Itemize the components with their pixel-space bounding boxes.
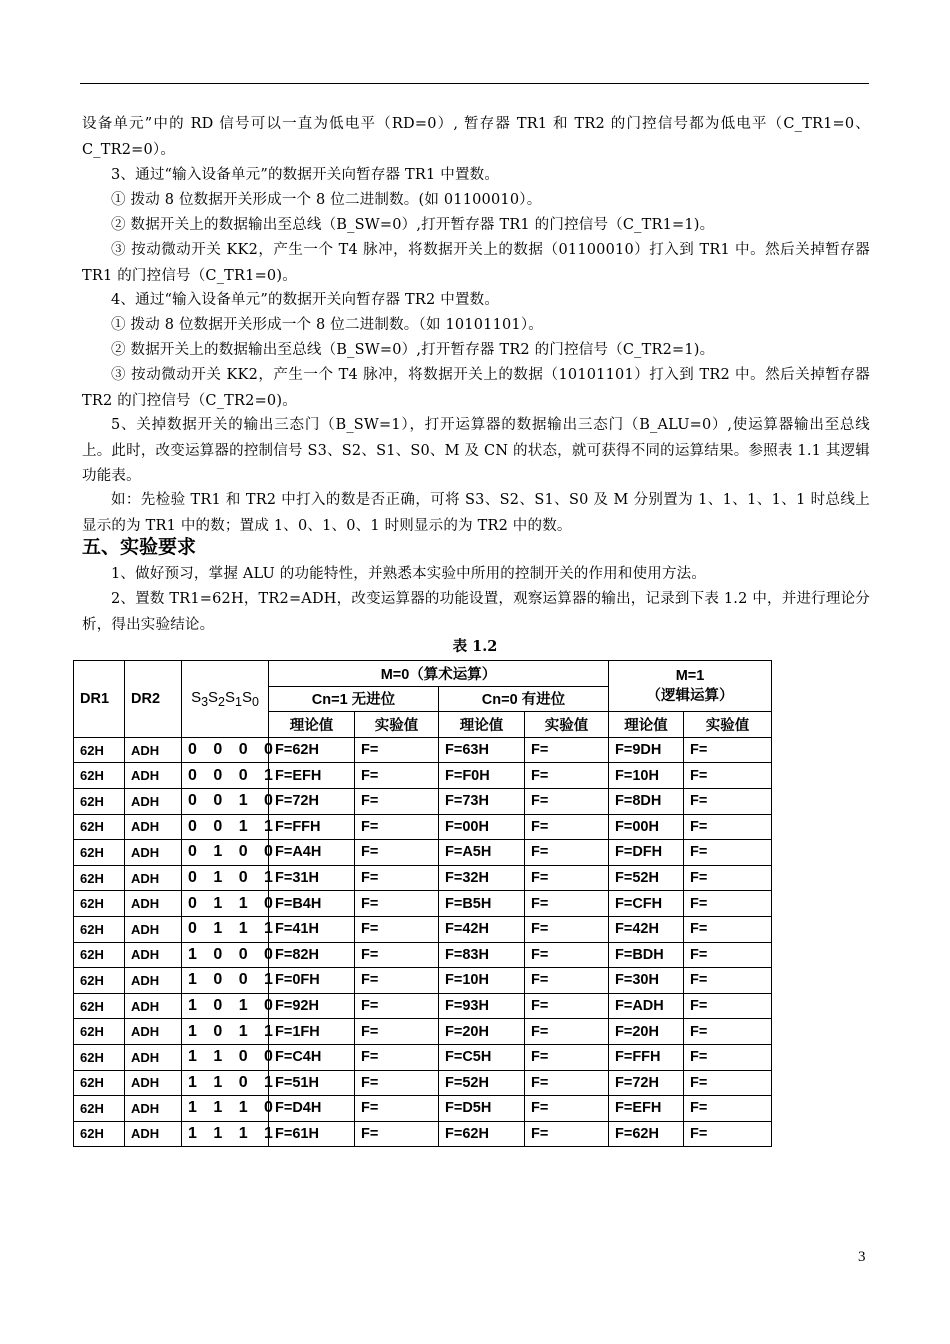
table-cell: F= — [525, 993, 609, 1019]
table-cell: 62H — [74, 891, 125, 917]
table-cell: 62H — [74, 993, 125, 1019]
table-cell: F= — [355, 788, 439, 814]
header-m0: M=0（算术运算） — [269, 661, 609, 687]
header-dr1: DR1 — [74, 661, 125, 738]
table-cell: F=62H — [439, 1121, 525, 1147]
table-cell: F=EFH — [269, 763, 355, 789]
table-cell: F= — [355, 1121, 439, 1147]
table-cell: ADH — [125, 993, 182, 1019]
table-cell: F= — [684, 1121, 772, 1147]
table-cell: F= — [684, 840, 772, 866]
table-cell: F= — [355, 865, 439, 891]
table-cell: F=32H — [439, 865, 525, 891]
requirement-2: 2、置数 TR1=62H，TR2=ADH，改变运算器的功能设置，观察运算器的输出，记录到下表 1.2 中，并进行理论分析，得出实验结论。 — [82, 591, 870, 633]
table-row — [74, 737, 772, 763]
table-cell: F=C4H — [269, 1044, 355, 1070]
table-cell: 0 1 1 1 — [182, 916, 269, 942]
table-cell: F= — [684, 865, 772, 891]
step-4-item-2: ② 数据开关上的数据输出至总线（B_SW=0）,打开暂存器 TR2 的门控信号（C_TR2=1)。 — [111, 342, 715, 358]
table-cell: 62H — [74, 1096, 125, 1122]
table-cell: F=20H — [609, 1019, 684, 1045]
table-cell: F= — [684, 1070, 772, 1096]
step-3-item-3: ③ 按动微动开关 KK2，产生一个 T4 脉冲，将数据开关上的数据（01100010）打入到 TR1 中。然后关掉暂存器 TR1 的门控信号（C_TR1=0)。 — [82, 242, 870, 284]
table-cell: F= — [355, 1096, 439, 1122]
table-cell: F= — [355, 814, 439, 840]
table-row — [74, 993, 772, 1019]
header-m1: M=1 （逻辑运算） — [609, 661, 772, 712]
table-cell: F=41H — [269, 916, 355, 942]
step-4-heading: 4、通过“输入设备单元”的数据开关向暂存器 TR2 中置数。 — [111, 292, 500, 308]
table-row — [74, 1044, 772, 1070]
table-cell: F= — [525, 1121, 609, 1147]
table-cell: F=00H — [609, 814, 684, 840]
table-cell: 62H — [74, 865, 125, 891]
table-cell: F= — [525, 788, 609, 814]
table-cell: F= — [525, 968, 609, 994]
table-cell: F= — [684, 1019, 772, 1045]
table-row — [74, 788, 772, 814]
table-cell: 1 1 1 0 — [182, 1096, 269, 1122]
example-paragraph: 如：先检验 TR1 和 TR2 中打入的数是否正确，可将 S3、S2、S1、S0 及 M 分别置为 1、1、1、1、1 时总线上显示的为 TR1 中的数；置成 1、0、1、0、1 时则显示的为 TR2 中的数。 — [82, 492, 870, 534]
page-number: 3 — [858, 1249, 866, 1265]
table-row — [74, 891, 772, 917]
table-cell: F= — [355, 1019, 439, 1045]
table-cell: F= — [684, 737, 772, 763]
table-cell: F=9DH — [609, 737, 684, 763]
table-cell: F=BDH — [609, 942, 684, 968]
table-cell: F= — [684, 1096, 772, 1122]
table-cell: ADH — [125, 1044, 182, 1070]
header-theory: 理论值 — [439, 712, 525, 738]
table-cell: 0 0 1 0 — [182, 788, 269, 814]
requirement-1: 1、做好预习，掌握 ALU 的功能特性，并熟悉本实验中所用的控制开关的作用和使用方法。 — [111, 566, 707, 582]
table-cell: F=FFH — [269, 814, 355, 840]
table-cell: F= — [525, 916, 609, 942]
table-cell: F=63H — [439, 737, 525, 763]
table-cell: F=42H — [439, 916, 525, 942]
table-cell: F= — [355, 891, 439, 917]
table-cell: F=B4H — [269, 891, 355, 917]
table-cell: F= — [684, 788, 772, 814]
table-cell: F=62H — [609, 1121, 684, 1147]
table-cell: F=D4H — [269, 1096, 355, 1122]
table-cell: F=C5H — [439, 1044, 525, 1070]
header-experiment: 实验值 — [684, 712, 772, 738]
section-title: 五、实验要求 — [82, 536, 197, 558]
table-cell: F=42H — [609, 916, 684, 942]
table-row — [74, 1070, 772, 1096]
table-cell: F=F0H — [439, 763, 525, 789]
table-cell: 62H — [74, 1070, 125, 1096]
table-cell: ADH — [125, 788, 182, 814]
table-cell: F=52H — [439, 1070, 525, 1096]
table-cell: 1 1 0 1 — [182, 1070, 269, 1096]
table-cell: ADH — [125, 891, 182, 917]
table-cell: ADH — [125, 1096, 182, 1122]
header-experiment: 实验值 — [525, 712, 609, 738]
table-row — [74, 1096, 772, 1122]
table-cell: F= — [684, 814, 772, 840]
table-cell: F=72H — [609, 1070, 684, 1096]
table-cell: F=62H — [269, 737, 355, 763]
table-cell: F=FFH — [609, 1044, 684, 1070]
table-cell: 1 1 1 1 — [182, 1121, 269, 1147]
table-cell: F= — [525, 1070, 609, 1096]
table-cell: 0 0 0 1 — [182, 763, 269, 789]
table-cell: F=93H — [439, 993, 525, 1019]
table-cell: 0 1 0 0 — [182, 840, 269, 866]
table-cell: F= — [355, 840, 439, 866]
table-cell: ADH — [125, 840, 182, 866]
table-cell: F= — [525, 840, 609, 866]
table-cell: ADH — [125, 1070, 182, 1096]
table-cell: ADH — [125, 814, 182, 840]
table-cell: F=00H — [439, 814, 525, 840]
table-cell: F=CFH — [609, 891, 684, 917]
table-cell: 1 0 0 1 — [182, 968, 269, 994]
table-cell: F= — [525, 891, 609, 917]
table-cell: F=DFH — [609, 840, 684, 866]
table-row — [74, 865, 772, 891]
header-theory: 理论值 — [269, 712, 355, 738]
table-cell: ADH — [125, 1121, 182, 1147]
table-cell: F=20H — [439, 1019, 525, 1045]
results-table — [73, 660, 772, 1147]
header-theory: 理论值 — [609, 712, 684, 738]
table-cell: F= — [684, 993, 772, 1019]
step-4-item-1: ① 拨动 8 位数据开关形成一个 8 位二进制数。（如 10101101）。 — [111, 317, 544, 333]
table-cell: 62H — [74, 1044, 125, 1070]
table-cell: F=D5H — [439, 1096, 525, 1122]
paragraph-continuation: 设备单元”中的 RD 信号可以一直为低电平（RD=0）, 暂存器 TR1 和 TR2 的门控信号都为低电平（C_TR1=0、C_TR2=0）。 — [82, 116, 870, 158]
table-cell: F= — [355, 942, 439, 968]
table-cell: F= — [525, 1019, 609, 1045]
table-cell: 62H — [74, 1019, 125, 1045]
table-row — [74, 1121, 772, 1147]
table-row — [74, 763, 772, 789]
step-3-item-2: ② 数据开关上的数据输出至总线（B_SW=0）,打开暂存器 TR1 的门控信号（C_TR1=1)。 — [111, 217, 715, 233]
table-row — [74, 916, 772, 942]
step-3-heading: 3、通过“输入设备单元”的数据开关向暂存器 TR1 中置数。 — [111, 167, 500, 183]
table-cell: F= — [355, 968, 439, 994]
table-row — [74, 942, 772, 968]
table-cell: 62H — [74, 968, 125, 994]
table-cell: F=10H — [609, 763, 684, 789]
table-cell: 0 1 1 0 — [182, 891, 269, 917]
table-cell: F=B5H — [439, 891, 525, 917]
table-cell: ADH — [125, 942, 182, 968]
table-row — [74, 840, 772, 866]
header-dr2: DR2 — [125, 661, 182, 738]
table-caption: 表 1.2 — [452, 638, 498, 655]
table-cell: F=83H — [439, 942, 525, 968]
table-cell: F=61H — [269, 1121, 355, 1147]
table-cell: F= — [355, 993, 439, 1019]
table-cell: F=EFH — [609, 1096, 684, 1122]
table-cell: F= — [525, 1096, 609, 1122]
table-cell: 62H — [74, 788, 125, 814]
table-cell: F=31H — [269, 865, 355, 891]
step-5-paragraph: 5、关掉数据开关的输出三态门（B_SW=1），打开运算器的数据输出三态门（B_ALU=0）,使运算器输出至总线上。此时，改变运算器的控制信号 S3、S2、S1、S0、M 及 CN 的状态，就可获得不同的运算结果。参照表 1.1 其逻辑功能表。 — [82, 417, 870, 484]
header-cn0: Cn=0 有进位 — [439, 686, 609, 712]
table-cell: ADH — [125, 1019, 182, 1045]
table-cell: F= — [525, 865, 609, 891]
table-cell: F= — [684, 916, 772, 942]
table-cell: F= — [355, 763, 439, 789]
table-row — [74, 814, 772, 840]
table-cell: 62H — [74, 942, 125, 968]
table-cell: 0 1 0 1 — [182, 865, 269, 891]
table-row — [74, 968, 772, 994]
table-cell: F= — [355, 916, 439, 942]
header-cn1: Cn=1 无进位 — [269, 686, 439, 712]
table-cell: 62H — [74, 763, 125, 789]
table-cell: F= — [525, 814, 609, 840]
table-cell: 0 0 0 0 — [182, 737, 269, 763]
table-cell: F=51H — [269, 1070, 355, 1096]
table-cell: F= — [684, 891, 772, 917]
table-cell: 1 0 1 0 — [182, 993, 269, 1019]
table-cell: F=0FH — [269, 968, 355, 994]
table-cell: F=A5H — [439, 840, 525, 866]
table-cell: 0 0 1 1 — [182, 814, 269, 840]
table-cell: ADH — [125, 865, 182, 891]
table-cell: F=30H — [609, 968, 684, 994]
table-cell: 62H — [74, 1121, 125, 1147]
table-cell: F=10H — [439, 968, 525, 994]
table-cell: F=92H — [269, 993, 355, 1019]
table-cell: ADH — [125, 737, 182, 763]
table-cell: F= — [355, 1044, 439, 1070]
table-cell: F= — [355, 1070, 439, 1096]
step-3-item-1: ① 拨动 8 位数据开关形成一个 8 位二进制数。(如 01100010）。 — [111, 192, 542, 208]
table-cell: 1 0 0 0 — [182, 942, 269, 968]
table-cell: F=1FH — [269, 1019, 355, 1045]
table-cell: ADH — [125, 968, 182, 994]
table-cell: F=72H — [269, 788, 355, 814]
table-row — [74, 1019, 772, 1045]
table-cell: F= — [684, 968, 772, 994]
step-4-item-3: ③ 按动微动开关 KK2，产生一个 T4 脉冲，将数据开关上的数据（10101101）打入到 TR2 中。然后关掉暂存器 TR2 的门控信号（C_TR2=0)。 — [82, 367, 870, 409]
table-cell: ADH — [125, 763, 182, 789]
table-cell: 62H — [74, 840, 125, 866]
table-cell: 62H — [74, 814, 125, 840]
table-cell: F=73H — [439, 788, 525, 814]
table-cell: F=ADH — [609, 993, 684, 1019]
table-cell: 1 1 0 0 — [182, 1044, 269, 1070]
table-cell: F=8DH — [609, 788, 684, 814]
table-cell: F=82H — [269, 942, 355, 968]
table-cell: 1 0 1 1 — [182, 1019, 269, 1045]
table-cell: F= — [684, 763, 772, 789]
table-cell: 62H — [74, 737, 125, 763]
table-cell: 62H — [74, 916, 125, 942]
table-cell: F= — [525, 942, 609, 968]
table-cell: ADH — [125, 916, 182, 942]
table-cell: F= — [355, 737, 439, 763]
table-cell: F=A4H — [269, 840, 355, 866]
table-cell: F=52H — [609, 865, 684, 891]
header-s-bits: $S_3S_2S_1S_0$ — [182, 661, 269, 738]
table-cell: F= — [684, 942, 772, 968]
table-cell: F= — [684, 1044, 772, 1070]
header-experiment: 实验值 — [355, 712, 439, 738]
table-cell: F= — [525, 1044, 609, 1070]
header-rule — [80, 83, 869, 84]
table-cell: F= — [525, 737, 609, 763]
table-cell: F= — [525, 763, 609, 789]
